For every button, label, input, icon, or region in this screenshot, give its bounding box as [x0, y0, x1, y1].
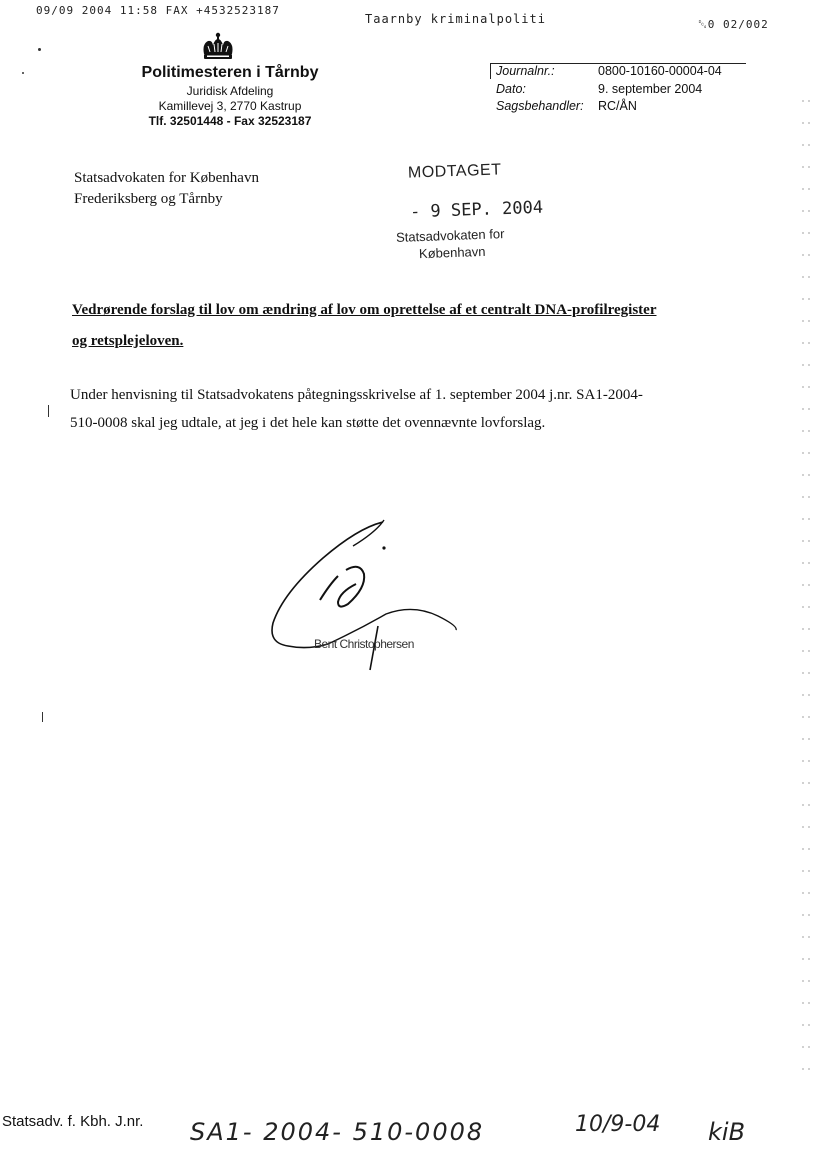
subject-line-2: og retsplejeloven.	[72, 333, 184, 349]
date-label: Dato:	[496, 82, 526, 96]
received-stamp-org-line-2: København	[418, 243, 486, 262]
received-stamp-org-line-1: Statsadvokaten for	[395, 226, 505, 245]
organization-name: Politimesteren i Tårnby	[141, 64, 319, 81]
meta-divider-left	[490, 63, 491, 79]
handwritten-journal-number: SA1- 2004- 510-0008	[190, 1118, 485, 1146]
scan-speck	[22, 72, 24, 74]
crown-icon	[200, 32, 236, 62]
scan-speck	[48, 405, 49, 417]
signer-name: Bent Christophersen	[314, 637, 414, 651]
journal-label: Journalnr.:	[496, 64, 555, 78]
handwritten-initials: kiB	[708, 1118, 746, 1146]
recipient-line-2: Frederiksberg og Tårnby	[74, 191, 223, 207]
handwritten-date: 10/9-04	[575, 1112, 661, 1137]
date-value: 9. september 2004	[598, 82, 703, 96]
body-line-2: 510-0008 skal jeg udtale, at jeg i det hele kan støtte det ovennævnte lovforslag.	[70, 415, 546, 431]
fax-header-page: ␔0 02/002	[698, 18, 769, 31]
scan-speck	[42, 712, 43, 722]
organization-phone-fax: Tlf. 32501448 - Fax 32523187	[148, 114, 312, 128]
fax-header-sender: Taarnby kriminalpoliti	[365, 12, 546, 26]
journal-value: 0800-10160-00004-04	[598, 64, 722, 78]
body-line-1: Under henvisning til Statsadvokatens påtegningsskrivelse af 1. september 2004 j.nr. SA1-2004-	[70, 387, 643, 403]
handler-label: Sagsbehandler:	[496, 99, 584, 113]
scan-speck	[38, 48, 41, 51]
subject-line-1: Vedrørende forslag til lov om ændring af lov om oprettelse af et centralt DNA-profilregister	[72, 302, 657, 318]
footer-journal-label: Statsadv. f. Kbh. J.nr.	[2, 1113, 144, 1130]
recipient-line-1: Statsadvokaten for København	[74, 170, 259, 186]
handler-value: RC/ÅN	[598, 99, 637, 113]
scan-edge-noise	[800, 90, 810, 1070]
handwritten-signature	[268, 518, 468, 678]
received-stamp-title: MODTAGET	[407, 161, 502, 182]
received-stamp-date: - 9 SEP. 2004	[409, 197, 544, 223]
recipient-address	[74, 168, 259, 210]
organization-department: Juridisk Afdeling	[186, 84, 274, 98]
organization-address: Kamillevej 3, 2770 Kastrup	[158, 99, 302, 113]
fax-header-transmission: 09/09 2004 11:58 FAX +4532523187	[36, 4, 280, 17]
